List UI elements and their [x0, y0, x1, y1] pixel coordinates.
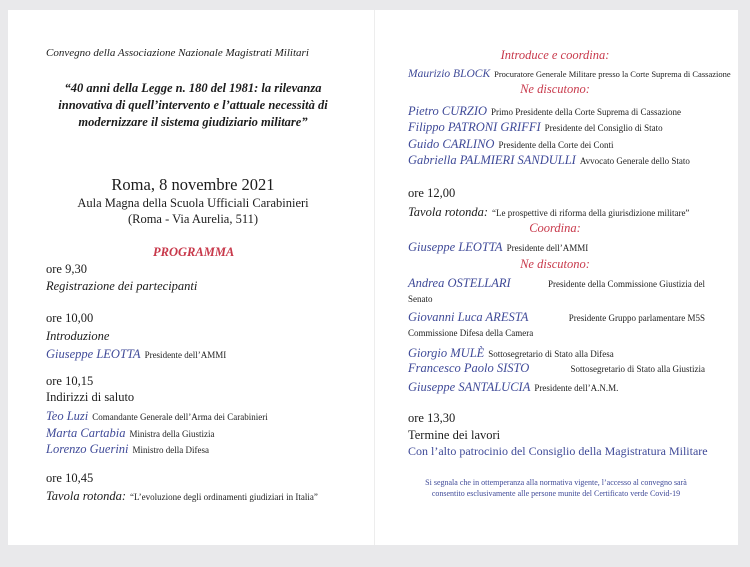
speaker-role: Presidente Gruppo parlamentare M5S — [568, 313, 705, 323]
speaker-aresta — [408, 310, 705, 325]
event-title — [38, 80, 348, 131]
speaker-block — [408, 64, 731, 82]
speaker-name: Giuseppe LEOTTA — [46, 347, 141, 361]
association-line: Convegno della Associazione Nazionale Magistrati Militari — [46, 47, 309, 59]
roundtable-topic: “Le prospettive di riforma della giurisdizione militare” — [492, 208, 690, 218]
registration-item: Registrazione dei partecipanti — [46, 279, 198, 293]
speaker-name: Lorenzo Guerini — [46, 442, 129, 456]
speaker-role: Avvocato Generale dello Stato — [579, 156, 690, 166]
speaker-leotta-2 — [408, 238, 588, 256]
speaker-name: Gabriella PALMIERI SANDULLI — [408, 153, 576, 167]
speaker-name: Marta Cartabia — [46, 426, 126, 440]
page-fold — [374, 10, 375, 545]
time-1015: ore 10,15 — [46, 374, 94, 388]
speaker-griffi — [408, 118, 663, 136]
intro-coord-heading: Introduce e coordina: — [500, 48, 610, 62]
speaker-sandulli — [408, 151, 690, 169]
title-line: “40 anni della Legge n. 180 del 1981: la rilevanza — [64, 81, 322, 95]
note-line: consentito esclusivamente alle persone munite del Certificato verde Covid-19 — [431, 489, 681, 498]
speaker-ostellari — [408, 276, 705, 291]
speaker-name: Andrea OSTELLARI — [408, 276, 511, 290]
speaker-role: Sottosegretario di Stato alla Giustizia — [570, 364, 705, 374]
discussants-heading-2: Ne discutono: — [520, 257, 590, 271]
speaker-name: Giovanni Luca ARESTA — [408, 310, 529, 324]
speaker-name: Teo Luzi — [46, 409, 89, 423]
time-1200: ore 12,00 — [408, 186, 456, 200]
time-1000: ore 10,00 — [46, 311, 94, 325]
speaker-role: Ministro della Difesa — [132, 445, 210, 455]
speaker-role: Sottosegretario di Stato alla Difesa — [488, 349, 614, 359]
speaker-role: Presidente dell’A.N.M. — [534, 383, 619, 393]
note-line: Si segnala che in ottemperanza alla normativa vigente, l’accesso al convegno sarà — [425, 478, 687, 487]
introduction-item: Introduzione — [46, 329, 110, 343]
venue-address: (Roma - Via Aurelia, 511) — [127, 212, 259, 226]
speaker-name: Filippo PATRONI GRIFFI — [408, 120, 541, 134]
speaker-role: Primo Presidente della Corte Suprema di Cassazione — [491, 107, 682, 117]
roundtable-label: Tavola rotonda: — [408, 205, 488, 219]
programma-heading: PROGRAMMA — [153, 245, 235, 259]
speaker-guerini — [46, 440, 209, 458]
roundtable-2 — [408, 203, 689, 221]
speaker-mule — [408, 344, 614, 362]
speaker-leotta — [46, 345, 226, 363]
speaker-sisto — [408, 361, 705, 376]
closing-item: Termine dei lavori — [408, 428, 501, 442]
speaker-role: Presidente dell’AMMI — [506, 243, 589, 253]
roundtable-label: Tavola rotonda: — [46, 489, 126, 503]
speaker-role: Ministra della Giustizia — [129, 429, 215, 439]
title-line: innovativa di quell’intervento e l’attuale necessità di — [58, 98, 328, 112]
patronage-line: Con l’alto patrocinio del Consiglio della Magistratura Militare — [408, 444, 708, 458]
speaker-role: Presidente dell’AMMI — [144, 350, 227, 360]
event-date: Roma, 8 novembre 2021 — [111, 175, 275, 194]
discussants-heading: Ne discutono: — [520, 82, 590, 96]
speaker-role: Presidente della Corte dei Conti — [498, 140, 614, 150]
speaker-role: Presidente della Commissione Giustizia del — [548, 279, 705, 289]
title-line: modernizzare il sistema giudiziario militare” — [78, 115, 308, 129]
roundtable-topic: “L’evoluzione degli ordinamenti giudiziari in Italia” — [130, 492, 318, 502]
greetings-item: Indirizzi di saluto — [46, 390, 135, 404]
speaker-role: Presidente del Consiglio di Stato — [544, 123, 663, 133]
speaker-role: Procuratore Generale Militare presso la Corte Suprema di Cassazione — [494, 69, 731, 79]
speaker-role-cont: Commissione Difesa della Camera — [408, 328, 534, 338]
speaker-name: Giuseppe SANTALUCIA — [408, 380, 531, 394]
venue-line: Aula Magna della Scuola Ufficiali Carabinieri — [77, 196, 309, 210]
speaker-santalucia — [408, 378, 618, 396]
speaker-name: Maurizio BLOCK — [408, 68, 491, 80]
speaker-name: Giorgio MULÈ — [408, 346, 485, 360]
time-1330: ore 13,30 — [408, 411, 456, 425]
speaker-role-cont: Senato — [408, 294, 433, 304]
speaker-name: Giuseppe LEOTTA — [408, 240, 503, 254]
time-930: ore 9,30 — [46, 262, 87, 276]
coordinator-heading: Coordina: — [529, 221, 581, 235]
covid-note — [396, 477, 716, 499]
speaker-name: Pietro CURZIO — [408, 104, 488, 118]
roundtable-1 — [46, 487, 318, 505]
speaker-role: Comandante Generale dell’Arma dei Carabinieri — [92, 412, 268, 422]
speaker-name: Francesco Paolo SISTO — [408, 361, 530, 375]
speaker-luzi — [46, 407, 268, 425]
speaker-name: Guido CARLINO — [408, 137, 495, 151]
time-1045: ore 10,45 — [46, 471, 94, 485]
